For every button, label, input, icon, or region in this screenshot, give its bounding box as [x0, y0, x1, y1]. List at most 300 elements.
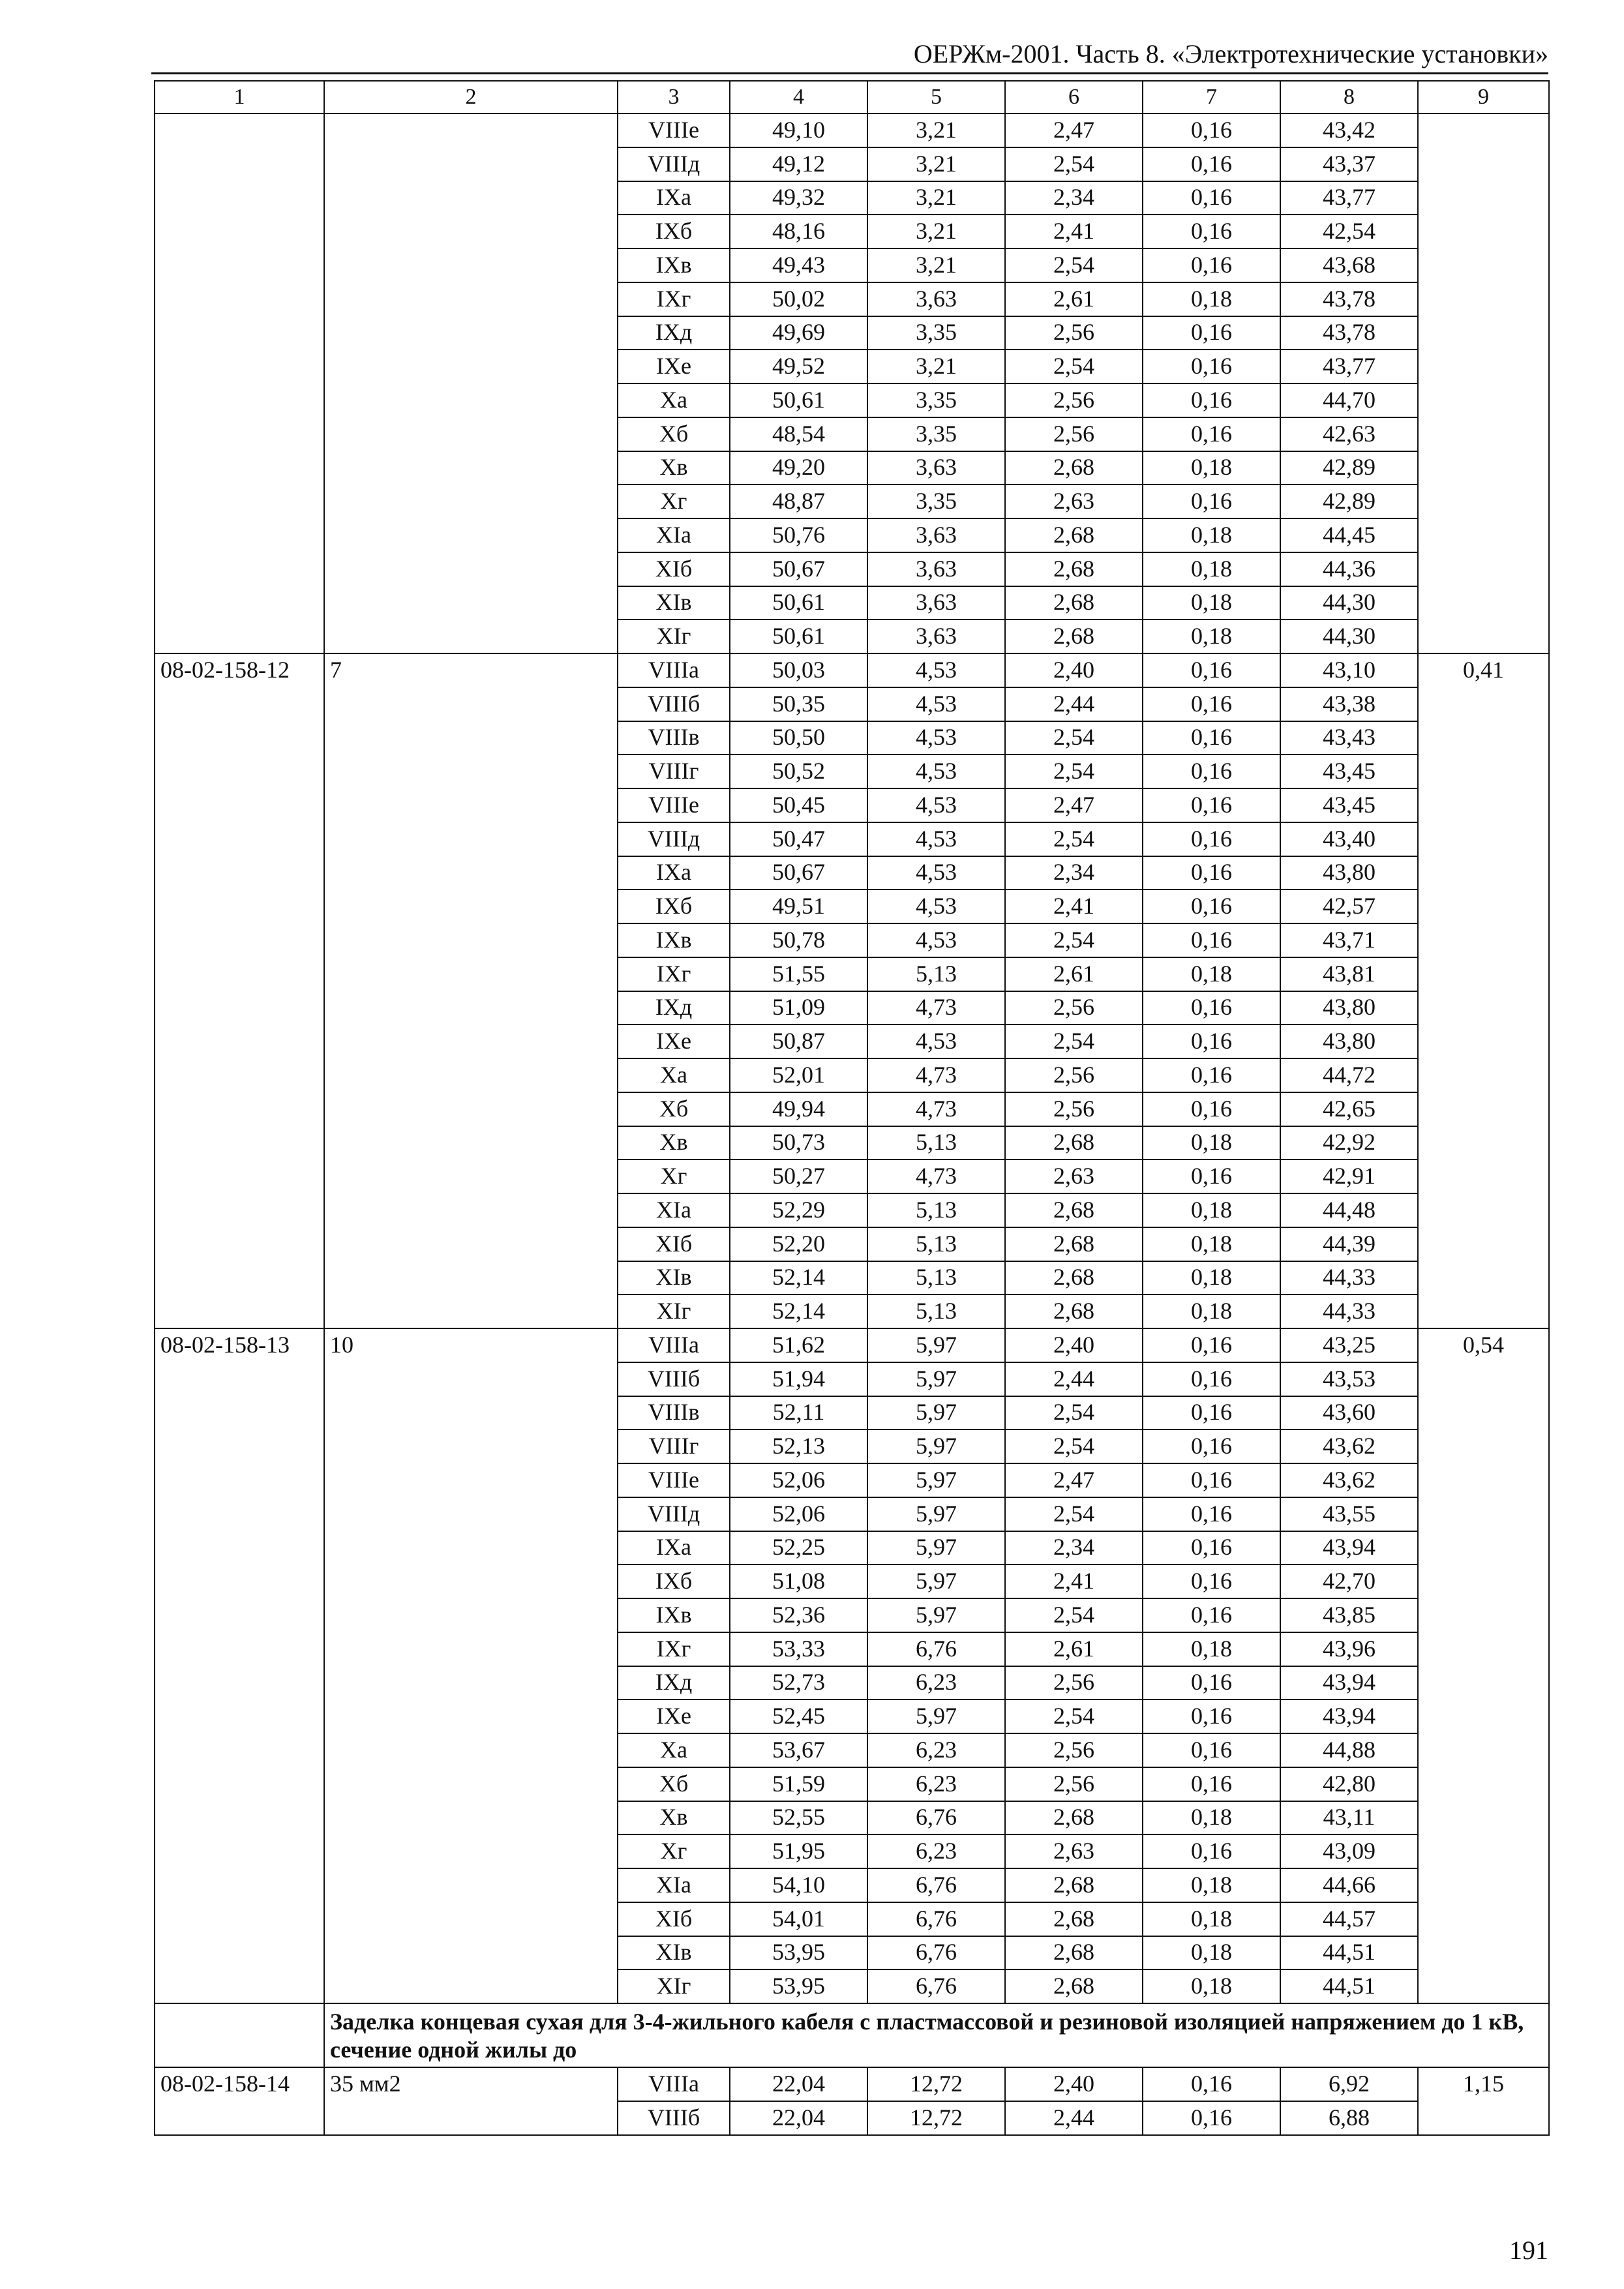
value-cell-4: 52,14 — [730, 1261, 867, 1295]
value-cell-7: 0,16 — [1143, 1564, 1280, 1598]
value-cell-8: 42,92 — [1280, 1126, 1418, 1160]
value-cell-8: 43,25 — [1280, 1328, 1418, 1362]
value-cell-4: 49,51 — [730, 890, 867, 923]
value-cell-4: 49,43 — [730, 248, 867, 282]
value-cell-7: 0,16 — [1143, 1058, 1280, 1092]
region-code-cell: IXв — [618, 1598, 730, 1632]
value-cell-6: 2,41 — [1005, 1564, 1143, 1598]
value-cell-6: 2,56 — [1005, 1092, 1143, 1126]
column-number-5: 5 — [867, 81, 1005, 113]
value-cell-4: 52,11 — [730, 1396, 867, 1430]
region-code-cell: XIа — [618, 1868, 730, 1902]
value-cell-5: 4,53 — [867, 890, 1005, 923]
value-cell-4: 52,45 — [730, 1699, 867, 1733]
value-cell-8: 42,91 — [1280, 1159, 1418, 1193]
region-code-cell: VIIIб — [618, 1362, 730, 1396]
value-cell-4: 49,10 — [730, 113, 867, 147]
value-cell-5: 4,53 — [867, 721, 1005, 755]
value9-cell — [1418, 113, 1549, 653]
region-code-cell: VIIIе — [618, 1463, 730, 1497]
value-cell-6: 2,44 — [1005, 1362, 1143, 1396]
value-cell-6: 2,68 — [1005, 1868, 1143, 1902]
value-cell-7: 0,18 — [1143, 1902, 1280, 1936]
value-cell-5: 4,53 — [867, 1025, 1005, 1058]
value-cell-6: 2,54 — [1005, 923, 1143, 957]
value-cell-7: 0,16 — [1143, 687, 1280, 721]
value-cell-4: 53,95 — [730, 1969, 867, 2003]
value-cell-6: 2,41 — [1005, 215, 1143, 248]
value-cell-5: 5,13 — [867, 1227, 1005, 1261]
value-cell-6: 2,61 — [1005, 282, 1143, 316]
value-cell-8: 44,39 — [1280, 1227, 1418, 1261]
value-cell-5: 6,23 — [867, 1767, 1005, 1801]
value-cell-8: 43,62 — [1280, 1429, 1418, 1463]
value-cell-8: 44,30 — [1280, 586, 1418, 620]
value-cell-7: 0,18 — [1143, 1227, 1280, 1261]
value-cell-5: 3,21 — [867, 113, 1005, 147]
value-cell-5: 5,13 — [867, 1126, 1005, 1160]
value-cell-7: 0,16 — [1143, 1598, 1280, 1632]
value-cell-6: 2,34 — [1005, 856, 1143, 890]
region-code-cell: IXб — [618, 890, 730, 923]
value-cell-6: 2,68 — [1005, 1193, 1143, 1227]
value-cell-8: 43,85 — [1280, 1598, 1418, 1632]
value-cell-5: 6,76 — [867, 1936, 1005, 1970]
value-cell-8: 42,80 — [1280, 1767, 1418, 1801]
value-cell-6: 2,54 — [1005, 822, 1143, 856]
value-cell-6: 2,47 — [1005, 113, 1143, 147]
value-cell-4: 50,73 — [730, 1126, 867, 1160]
value-cell-6: 2,40 — [1005, 1328, 1143, 1362]
value-cell-8: 43,77 — [1280, 350, 1418, 383]
value-cell-6: 2,56 — [1005, 1767, 1143, 1801]
value-cell-7: 0,18 — [1143, 1126, 1280, 1160]
code-cell: 08-02-158-12 — [155, 653, 324, 1328]
value-cell-4: 50,61 — [730, 383, 867, 417]
value-cell-4: 52,20 — [730, 1227, 867, 1261]
value-cell-5: 5,97 — [867, 1564, 1005, 1598]
value-cell-8: 44,51 — [1280, 1936, 1418, 1970]
value-cell-4: 52,13 — [730, 1429, 867, 1463]
value-cell-8: 44,48 — [1280, 1193, 1418, 1227]
value-cell-8: 43,78 — [1280, 282, 1418, 316]
table-body — [155, 81, 1549, 2135]
value-cell-5: 6,23 — [867, 1733, 1005, 1767]
region-code-cell: XIб — [618, 552, 730, 586]
value-cell-5: 6,76 — [867, 1902, 1005, 1936]
value-cell-6: 2,40 — [1005, 2067, 1143, 2101]
value-cell-4: 51,94 — [730, 1362, 867, 1396]
value-cell-7: 0,16 — [1143, 721, 1280, 755]
value-cell-6: 2,68 — [1005, 1126, 1143, 1160]
value-cell-5: 6,76 — [867, 1969, 1005, 2003]
value-cell-7: 0,18 — [1143, 586, 1280, 620]
region-code-cell: VIIIа — [618, 1328, 730, 1362]
value-cell-4: 51,62 — [730, 1328, 867, 1362]
value-cell-5: 5,97 — [867, 1531, 1005, 1565]
value-cell-6: 2,68 — [1005, 552, 1143, 586]
region-code-cell: Xб — [618, 417, 730, 451]
value-cell-5: 3,63 — [867, 282, 1005, 316]
region-code-cell: Xв — [618, 1801, 730, 1835]
value-cell-4: 50,67 — [730, 552, 867, 586]
value-cell-6: 2,34 — [1005, 181, 1143, 215]
value-cell-6: 2,56 — [1005, 1733, 1143, 1767]
value-cell-7: 0,18 — [1143, 1868, 1280, 1902]
value-cell-5: 4,53 — [867, 923, 1005, 957]
value-cell-5: 5,97 — [867, 1463, 1005, 1497]
value-cell-7: 0,16 — [1143, 181, 1280, 215]
section-title: Заделка концевая сухая для 3-4-жильного кабеля с пластмассовой и резиновой изоляцией напряжением до 1 кВ, сечение одной жилы до — [324, 2003, 1549, 2067]
value-cell-4: 52,25 — [730, 1531, 867, 1565]
table-row — [155, 113, 1549, 147]
region-code-cell: XIв — [618, 1261, 730, 1295]
value-cell-6: 2,54 — [1005, 1598, 1143, 1632]
value-cell-6: 2,68 — [1005, 1227, 1143, 1261]
value-cell-7: 0,16 — [1143, 316, 1280, 350]
value-cell-4: 49,52 — [730, 350, 867, 383]
value-cell-8: 44,57 — [1280, 1902, 1418, 1936]
value-cell-7: 0,16 — [1143, 113, 1280, 147]
value-cell-7: 0,18 — [1143, 1936, 1280, 1970]
region-code-cell: Xв — [618, 1126, 730, 1160]
region-code-cell: Xв — [618, 451, 730, 485]
value-cell-7: 0,16 — [1143, 788, 1280, 822]
value-cell-8: 43,68 — [1280, 248, 1418, 282]
region-code-cell: Xб — [618, 1092, 730, 1126]
value-cell-6: 2,54 — [1005, 1429, 1143, 1463]
region-code-cell: VIIIд — [618, 822, 730, 856]
value-cell-7: 0,16 — [1143, 350, 1280, 383]
value-cell-5: 5,13 — [867, 1294, 1005, 1328]
region-code-cell: VIIIе — [618, 788, 730, 822]
value-cell-8: 44,36 — [1280, 552, 1418, 586]
region-code-cell: Xа — [618, 383, 730, 417]
value-cell-5: 5,13 — [867, 1261, 1005, 1295]
value-cell-5: 5,97 — [867, 1598, 1005, 1632]
value-cell-4: 49,69 — [730, 316, 867, 350]
section-size-cell: 7 — [324, 653, 618, 1328]
value-cell-8: 43,09 — [1280, 1834, 1418, 1868]
region-code-cell: IXд — [618, 991, 730, 1025]
value-cell-4: 48,16 — [730, 215, 867, 248]
value-cell-4: 52,14 — [730, 1294, 867, 1328]
value-cell-5: 5,97 — [867, 1328, 1005, 1362]
value-cell-5: 3,35 — [867, 383, 1005, 417]
value-cell-5: 3,21 — [867, 181, 1005, 215]
region-code-cell: Xг — [618, 1834, 730, 1868]
value-cell-8: 43,81 — [1280, 957, 1418, 991]
value-cell-6: 2,63 — [1005, 1159, 1143, 1193]
section-size-cell: 10 — [324, 1328, 618, 2003]
value-cell-7: 0,16 — [1143, 991, 1280, 1025]
empty-code-cell — [155, 2003, 324, 2067]
region-code-cell: XIб — [618, 1227, 730, 1261]
table-row — [155, 2067, 1549, 2101]
value-cell-5: 4,53 — [867, 755, 1005, 788]
value-cell-7: 0,18 — [1143, 552, 1280, 586]
value-cell-8: 43,55 — [1280, 1497, 1418, 1531]
value-cell-8: 44,30 — [1280, 620, 1418, 653]
value-cell-7: 0,18 — [1143, 957, 1280, 991]
value-cell-7: 0,18 — [1143, 1193, 1280, 1227]
value-cell-4: 53,33 — [730, 1632, 867, 1666]
value-cell-7: 0,18 — [1143, 1261, 1280, 1295]
document-header: ОЕРЖм-2001. Часть 8. «Электротехнические установки» — [913, 39, 1548, 68]
region-code-cell: XIг — [618, 1294, 730, 1328]
value-cell-8: 42,54 — [1280, 215, 1418, 248]
value-cell-5: 3,35 — [867, 417, 1005, 451]
page-number: 191 — [1509, 2236, 1548, 2265]
value-cell-5: 12,72 — [867, 2101, 1005, 2135]
value-cell-4: 52,36 — [730, 1598, 867, 1632]
region-code-cell: XIг — [618, 1969, 730, 2003]
value-cell-6: 2,54 — [1005, 1497, 1143, 1531]
region-code-cell: VIIIб — [618, 2101, 730, 2135]
value-cell-6: 2,47 — [1005, 788, 1143, 822]
value-cell-7: 0,16 — [1143, 1531, 1280, 1565]
value-cell-6: 2,47 — [1005, 1463, 1143, 1497]
value-cell-8: 42,89 — [1280, 485, 1418, 518]
value-cell-5: 4,73 — [867, 991, 1005, 1025]
region-code-cell: XIв — [618, 1936, 730, 1970]
value-cell-5: 3,63 — [867, 518, 1005, 552]
value-cell-8: 43,96 — [1280, 1632, 1418, 1666]
value-cell-8: 44,72 — [1280, 1058, 1418, 1092]
value-cell-6: 2,54 — [1005, 1699, 1143, 1733]
value-cell-7: 0,16 — [1143, 653, 1280, 687]
section-size-cell: 35 мм2 — [324, 2067, 618, 2135]
column-number-2: 2 — [324, 81, 618, 113]
rates-table — [154, 80, 1550, 2136]
region-code-cell: IXе — [618, 1699, 730, 1733]
value-cell-8: 6,92 — [1280, 2067, 1418, 2101]
region-code-cell: VIIIг — [618, 755, 730, 788]
value-cell-8: 6,88 — [1280, 2101, 1418, 2135]
region-code-cell: IXг — [618, 957, 730, 991]
region-code-cell: VIIIд — [618, 147, 730, 181]
value-cell-8: 42,70 — [1280, 1564, 1418, 1598]
value-cell-8: 43,94 — [1280, 1666, 1418, 1700]
region-code-cell: VIIIв — [618, 1396, 730, 1430]
value-cell-4: 22,04 — [730, 2067, 867, 2101]
value-cell-7: 0,18 — [1143, 1294, 1280, 1328]
region-code-cell: Xг — [618, 1159, 730, 1193]
value-cell-8: 43,40 — [1280, 822, 1418, 856]
value-cell-4: 54,01 — [730, 1902, 867, 1936]
value-cell-5: 3,21 — [867, 215, 1005, 248]
value-cell-8: 43,62 — [1280, 1463, 1418, 1497]
value-cell-6: 2,68 — [1005, 451, 1143, 485]
value-cell-8: 43,80 — [1280, 1025, 1418, 1058]
value-cell-8: 42,63 — [1280, 417, 1418, 451]
value-cell-4: 50,45 — [730, 788, 867, 822]
value-cell-5: 3,21 — [867, 147, 1005, 181]
value9-cell: 1,15 — [1418, 2067, 1549, 2135]
value-cell-8: 43,10 — [1280, 653, 1418, 687]
region-code-cell: VIIIв — [618, 721, 730, 755]
value-cell-7: 0,16 — [1143, 248, 1280, 282]
value-cell-7: 0,16 — [1143, 1396, 1280, 1430]
value-cell-4: 52,06 — [730, 1463, 867, 1497]
value-cell-8: 43,11 — [1280, 1801, 1418, 1835]
value9-cell: 0,41 — [1418, 653, 1549, 1328]
value-cell-7: 0,16 — [1143, 215, 1280, 248]
value-cell-8: 43,53 — [1280, 1362, 1418, 1396]
value-cell-6: 2,54 — [1005, 147, 1143, 181]
value-cell-6: 2,68 — [1005, 1261, 1143, 1295]
value-cell-6: 2,63 — [1005, 1834, 1143, 1868]
region-code-cell: IXб — [618, 215, 730, 248]
value-cell-7: 0,18 — [1143, 1969, 1280, 2003]
value-cell-8: 44,45 — [1280, 518, 1418, 552]
value-cell-4: 49,32 — [730, 181, 867, 215]
value-cell-8: 44,66 — [1280, 1868, 1418, 1902]
value-cell-8: 43,60 — [1280, 1396, 1418, 1430]
value-cell-4: 50,61 — [730, 620, 867, 653]
value-cell-5: 4,53 — [867, 822, 1005, 856]
column-number-3: 3 — [618, 81, 730, 113]
region-code-cell: IXа — [618, 1531, 730, 1565]
value-cell-4: 51,59 — [730, 1767, 867, 1801]
value-cell-4: 52,55 — [730, 1801, 867, 1835]
value-cell-6: 2,68 — [1005, 1294, 1143, 1328]
value-cell-8: 44,33 — [1280, 1294, 1418, 1328]
column-number-7: 7 — [1143, 81, 1280, 113]
value-cell-5: 3,63 — [867, 552, 1005, 586]
value-cell-4: 52,73 — [730, 1666, 867, 1700]
value-cell-4: 50,50 — [730, 721, 867, 755]
value-cell-7: 0,16 — [1143, 1463, 1280, 1497]
region-code-cell: IXб — [618, 1564, 730, 1598]
value-cell-7: 0,18 — [1143, 282, 1280, 316]
value9-cell: 0,54 — [1418, 1328, 1549, 2003]
value-cell-4: 54,10 — [730, 1868, 867, 1902]
value-cell-8: 43,45 — [1280, 788, 1418, 822]
value-cell-8: 44,70 — [1280, 383, 1418, 417]
value-cell-4: 51,95 — [730, 1834, 867, 1868]
region-code-cell: XIв — [618, 586, 730, 620]
value-cell-8: 43,42 — [1280, 113, 1418, 147]
value-cell-8: 43,71 — [1280, 923, 1418, 957]
value-cell-7: 0,16 — [1143, 417, 1280, 451]
value-cell-5: 4,53 — [867, 788, 1005, 822]
value-cell-7: 0,16 — [1143, 2101, 1280, 2135]
value-cell-5: 3,21 — [867, 350, 1005, 383]
column-number-9: 9 — [1418, 81, 1549, 113]
value-cell-4: 53,67 — [730, 1733, 867, 1767]
value-cell-4: 50,78 — [730, 923, 867, 957]
region-code-cell: XIа — [618, 1193, 730, 1227]
region-code-cell: Xа — [618, 1058, 730, 1092]
value-cell-6: 2,54 — [1005, 1396, 1143, 1430]
value-cell-5: 4,53 — [867, 687, 1005, 721]
code-cell — [155, 113, 324, 653]
value-cell-7: 0,16 — [1143, 1497, 1280, 1531]
value-cell-6: 2,68 — [1005, 1936, 1143, 1970]
column-number-6: 6 — [1005, 81, 1143, 113]
region-code-cell: Xг — [618, 485, 730, 518]
value-cell-6: 2,56 — [1005, 1666, 1143, 1700]
table-row — [155, 1328, 1549, 1362]
value-cell-6: 2,56 — [1005, 1058, 1143, 1092]
value-cell-7: 0,18 — [1143, 620, 1280, 653]
value-cell-6: 2,40 — [1005, 653, 1143, 687]
region-code-cell: IXе — [618, 1025, 730, 1058]
header-rule — [151, 72, 1548, 74]
region-code-cell: VIIIд — [618, 1497, 730, 1531]
region-code-cell: IXг — [618, 282, 730, 316]
value-cell-8: 43,80 — [1280, 856, 1418, 890]
value-cell-4: 49,12 — [730, 147, 867, 181]
value-cell-4: 52,01 — [730, 1058, 867, 1092]
value-cell-7: 0,16 — [1143, 1025, 1280, 1058]
value-cell-6: 2,68 — [1005, 1801, 1143, 1835]
value-cell-7: 0,18 — [1143, 451, 1280, 485]
value-cell-7: 0,16 — [1143, 1429, 1280, 1463]
value-cell-4: 50,61 — [730, 586, 867, 620]
value-cell-5: 4,73 — [867, 1092, 1005, 1126]
value-cell-6: 2,34 — [1005, 1531, 1143, 1565]
value-cell-8: 43,77 — [1280, 181, 1418, 215]
value-cell-4: 48,87 — [730, 485, 867, 518]
value-cell-7: 0,16 — [1143, 890, 1280, 923]
value-cell-5: 4,73 — [867, 1159, 1005, 1193]
value-cell-7: 0,16 — [1143, 822, 1280, 856]
value-cell-6: 2,54 — [1005, 248, 1143, 282]
value-cell-4: 50,03 — [730, 653, 867, 687]
value-cell-5: 3,63 — [867, 451, 1005, 485]
value-cell-5: 3,35 — [867, 485, 1005, 518]
value-cell-4: 50,87 — [730, 1025, 867, 1058]
value-cell-6: 2,54 — [1005, 721, 1143, 755]
value-cell-8: 43,94 — [1280, 1531, 1418, 1565]
value-cell-5: 5,97 — [867, 1497, 1005, 1531]
value-cell-7: 0,16 — [1143, 1159, 1280, 1193]
value-cell-5: 5,97 — [867, 1699, 1005, 1733]
value-cell-7: 0,16 — [1143, 1328, 1280, 1362]
value-cell-6: 2,68 — [1005, 1902, 1143, 1936]
value-cell-5: 5,97 — [867, 1362, 1005, 1396]
region-code-cell: Xа — [618, 1733, 730, 1767]
value-cell-4: 51,09 — [730, 991, 867, 1025]
value-cell-8: 43,80 — [1280, 991, 1418, 1025]
value-cell-5: 6,23 — [867, 1834, 1005, 1868]
value-cell-4: 50,47 — [730, 822, 867, 856]
region-code-cell: XIб — [618, 1902, 730, 1936]
value-cell-5: 6,76 — [867, 1801, 1005, 1835]
value-cell-6: 2,68 — [1005, 1969, 1143, 2003]
value-cell-5: 3,63 — [867, 620, 1005, 653]
value-cell-5: 5,13 — [867, 957, 1005, 991]
value-cell-6: 2,41 — [1005, 890, 1143, 923]
value-cell-5: 6,76 — [867, 1632, 1005, 1666]
value-cell-7: 0,16 — [1143, 1699, 1280, 1733]
value-cell-7: 0,18 — [1143, 1801, 1280, 1835]
value-cell-8: 43,78 — [1280, 316, 1418, 350]
value-cell-6: 2,68 — [1005, 586, 1143, 620]
value-cell-8: 43,43 — [1280, 721, 1418, 755]
value-cell-8: 44,51 — [1280, 1969, 1418, 2003]
value-cell-5: 5,97 — [867, 1396, 1005, 1430]
region-code-cell: XIг — [618, 620, 730, 653]
region-code-cell: IXг — [618, 1632, 730, 1666]
value-cell-6: 2,63 — [1005, 485, 1143, 518]
value-cell-7: 0,16 — [1143, 1362, 1280, 1396]
value-cell-5: 3,63 — [867, 586, 1005, 620]
region-code-cell: VIIIе — [618, 113, 730, 147]
section-size-cell — [324, 113, 618, 653]
